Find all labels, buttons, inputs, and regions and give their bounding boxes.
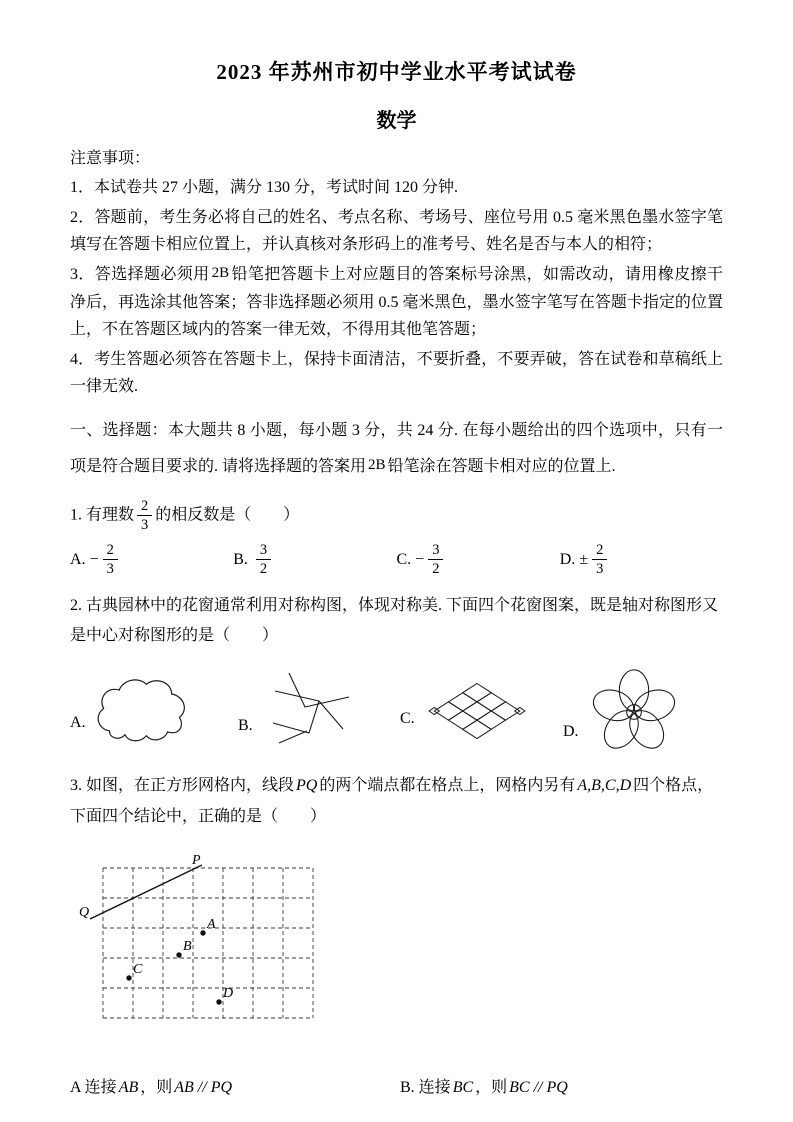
notice-heading: 注意事项： xyxy=(70,150,151,167)
option-text: ，则 xyxy=(475,1079,508,1097)
point-b xyxy=(176,952,181,957)
fraction-numerator: 3 xyxy=(256,543,271,561)
fraction-numerator: 2 xyxy=(592,543,607,561)
q3-text-1: 3. 如图，在正方形网格内，线段 xyxy=(70,777,295,795)
fraction xyxy=(428,543,443,577)
option-label: A. xyxy=(70,550,86,568)
fraction-denominator: 3 xyxy=(106,561,114,578)
fraction-numerator: 3 xyxy=(428,543,443,561)
option-sign: − xyxy=(89,550,99,568)
q3-text-3: 四个格点，下面四个结论中，正确的是（ ） xyxy=(70,777,714,825)
point-label-b: B xyxy=(183,939,192,955)
option-math-bc: BC xyxy=(452,1079,474,1097)
point-label-p: P xyxy=(192,854,201,869)
notice-item-3 xyxy=(70,261,723,344)
option-math-ab: AB xyxy=(118,1079,139,1097)
option-sign: ± xyxy=(579,550,589,568)
point-label-a: A xyxy=(207,917,216,933)
flower-pattern-figure xyxy=(585,665,683,757)
q3-option-a xyxy=(70,1074,400,1103)
option-math-parallel: AB // PQ xyxy=(174,1079,233,1097)
option-math-parallel: BC // PQ xyxy=(509,1079,568,1097)
question-3-stem xyxy=(70,771,723,832)
section-1-post: 铅笔涂在答题卡相对应的位置上. xyxy=(387,457,616,475)
figure-label: D. xyxy=(563,723,579,741)
q1-option-a xyxy=(70,543,233,577)
point-label-d: D xyxy=(223,986,234,1002)
page-subject: 数学 xyxy=(376,110,417,132)
q1-text-pre: 1. 有理数 xyxy=(70,506,135,524)
option-label: C. xyxy=(396,550,412,568)
question-1-stem xyxy=(70,499,723,533)
square-grid-figure xyxy=(78,854,348,1049)
diamond-lattice-figure xyxy=(421,678,533,744)
question-2-stem: 2. 古典园林中的花窗通常利用对称构图，体现对称美. 下面四个花窗图案，既是轴对称图形又是中心对称图形的是（ ） xyxy=(70,596,719,644)
q2-figures-row xyxy=(70,665,723,757)
q2-figure-d xyxy=(563,665,713,757)
section-1-pre: 一、选择题：本大题共 8 小题，每小题 3 分，共 24 分. 在每小题给出的四个选项中，只有一项是符合题目要求的. 请将选择题的答案用 xyxy=(70,421,723,475)
pinwheel-pattern-figure xyxy=(259,671,359,751)
fraction xyxy=(137,499,152,533)
fraction-numerator: 2 xyxy=(137,499,152,517)
page-title: 2023 年苏州市初中学业水平考试试卷 xyxy=(216,60,577,84)
fraction xyxy=(103,543,118,577)
option-label: B. xyxy=(233,550,248,568)
section-1-heading xyxy=(70,413,723,485)
point-d xyxy=(216,999,221,1004)
q3-grid-figure-wrap xyxy=(78,854,723,1054)
point-a xyxy=(200,930,205,935)
option-text: ，则 xyxy=(140,1079,173,1097)
q3-options-row xyxy=(70,1074,723,1103)
option-label: D. xyxy=(559,550,576,568)
q1-text-post: 的相反数是（ ） xyxy=(155,506,300,524)
option-text: 连接 xyxy=(418,1079,451,1097)
q3-math-abcd: A,B,C,D xyxy=(577,777,632,795)
q3-math-pq: PQ xyxy=(296,777,318,795)
fraction-numerator: 2 xyxy=(103,543,118,561)
fraction-denominator: 2 xyxy=(432,561,440,578)
q1-options-row xyxy=(70,543,723,577)
figure-label: B. xyxy=(238,717,253,735)
segment-pq xyxy=(90,865,202,919)
q2-figure-a xyxy=(70,674,238,748)
fraction-denominator: 3 xyxy=(141,517,149,534)
q2-figure-c xyxy=(400,678,563,744)
q2-figure-b xyxy=(238,671,400,751)
point-label-c: C xyxy=(133,962,143,978)
q1-option-d xyxy=(560,543,723,577)
notice-item-2: 2．答题前，考生务必将自己的姓名、考点名称、考场号、座位号用 0.5 毫米黑色墨水签字笔填写在答题卡相应位置上，并认真核对条形码上的准考号、姓名是否与本人的相符； xyxy=(70,208,723,254)
fraction xyxy=(592,543,607,577)
fraction-denominator: 2 xyxy=(259,561,268,578)
figure-label: A. xyxy=(70,714,86,732)
q3-option-b xyxy=(400,1074,570,1103)
point-label-q: Q xyxy=(79,905,90,921)
option-label: B. xyxy=(400,1079,415,1097)
figure-label: C. xyxy=(400,710,415,728)
q1-option-c xyxy=(397,543,560,577)
notice-item-3-pre: 3．答选择题必须用 xyxy=(70,265,210,283)
q3-text-2: 的两个端点都在格点上，网格内另有 xyxy=(319,777,576,795)
option-text: 连接 xyxy=(84,1079,117,1097)
cloud-pattern-figure xyxy=(92,674,194,748)
notice-item-4: 4．考生答题必须答在答题卡上，保持卡面清洁，不要折叠，不要弄破，答在试卷和草稿纸上一律无效. xyxy=(70,350,723,396)
notice-item-1: 1．本试卷共 27 小题，满分 130 分，考试时间 120 分钟. xyxy=(70,179,459,197)
q1-option-b xyxy=(233,543,396,577)
point-c xyxy=(126,975,131,980)
option-sign: − xyxy=(415,550,425,568)
fraction xyxy=(256,543,271,577)
pencil-2b-text: 2B xyxy=(211,264,230,281)
fraction-denominator: 3 xyxy=(596,561,604,578)
option-label: A xyxy=(70,1079,81,1097)
pencil-2b-text: 2B xyxy=(368,456,386,473)
notice-item-3-post: 铅笔把答题卡上对应题目的答案标号涂黑，如需改动，请用橡皮擦干净后，再选涂其他答案；答非选择题必须用 0.5 毫米黑色，墨水签字笔写在答题卡指定的位置上，不在答题区域内的答案一律无效，不得用其他笔答题； xyxy=(70,265,723,339)
